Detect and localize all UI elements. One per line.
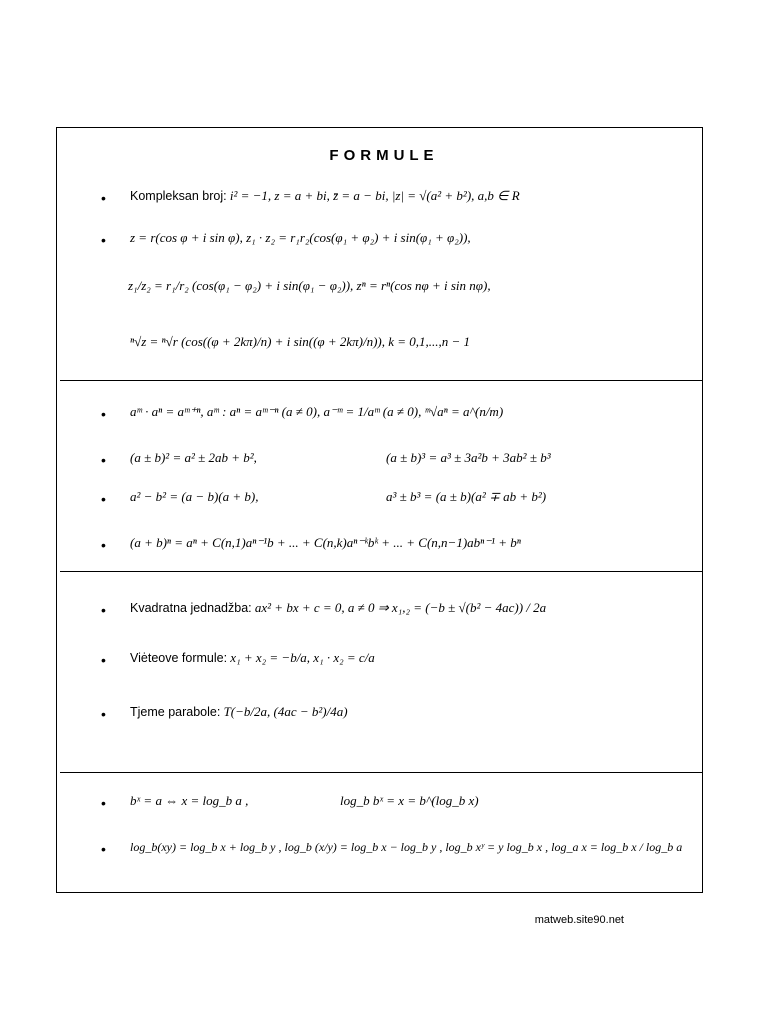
- complex-line-4: ⁿ√z = ⁿ√r (cos((φ + 2kπ)/n) + i sin((φ + 2kπ)/n)), k = 0,1,...,n − 1: [130, 334, 471, 349]
- powers-line-1: aᵐ · aⁿ = aᵐ⁺ⁿ, aᵐ : aⁿ = aᵐ⁻ⁿ (a ≠ 0), a⁻ᵐ = 1/aᵐ (a ≠ 0), ᵐ√aⁿ = a^(n/m): [130, 404, 504, 419]
- powers-line-4: (a + b)ⁿ = aⁿ + C(n,1)aⁿ⁻¹b + ... + C(n,k)aⁿ⁻ᵏbᵏ + ... + C(n,n−1)abⁿ⁻¹ + bⁿ: [130, 535, 521, 550]
- quadratic-label: Kvadratna jednadžba:: [130, 601, 252, 615]
- powers-line-3b: a³ ± b³ = (a ± b)(a² ∓ ab + b²): [386, 489, 547, 504]
- powers-line-2a: (a ± b)² = a² ± 2ab + b²,: [130, 450, 257, 465]
- bullet: •: [101, 537, 106, 553]
- bullet: •: [101, 232, 106, 248]
- logs-line-1b: log_b bˣ = x = b^(log_b x): [340, 793, 479, 808]
- logs-line-2: log_b(xy) = log_b x + log_b y , log_b (x/y) = log_b x − log_b y , log_b xʸ = y log_b x , log_a x = log_b x / log_b a: [130, 840, 683, 854]
- bullet: •: [101, 491, 106, 507]
- viete-label: Viėteove formule:: [130, 651, 228, 665]
- complex-line-3: z₁/z₂ = r₁/r₂ (cos(φ₁ − φ₂) + i sin(φ₁ − φ₂)), zⁿ = rⁿ(cos nφ + i sin nφ),: [128, 278, 491, 293]
- viete-formula: x₁ + x₂ = −b/a, x₁ · x₂ = c/a: [230, 650, 375, 665]
- bullet: •: [101, 452, 106, 468]
- section-divider: [60, 571, 703, 572]
- powers-line-2b: (a ± b)³ = a³ ± 3a²b + 3ab² ± b³: [386, 450, 551, 465]
- vertex-line: [130, 704, 348, 720]
- complex-line-1: [130, 188, 520, 204]
- powers-line-3a: a² − b² = (a − b)(a + b),: [130, 489, 259, 504]
- logs-line-1a: bˣ = a ⇔ x = log_b a ,: [130, 793, 249, 808]
- page-title: FORMULE: [329, 147, 439, 164]
- quadratic-line-1: [130, 600, 546, 616]
- bullet: •: [101, 706, 106, 722]
- footer-url: matweb.site90.net: [534, 914, 624, 926]
- bullet: •: [101, 841, 106, 857]
- vertex-formula: T(−b/2a, (4ac − b²)/4a): [223, 704, 348, 719]
- bullet: •: [101, 602, 106, 618]
- section-divider: [60, 380, 703, 381]
- vertex-label: Tjeme parabole:: [130, 705, 221, 719]
- quadratic-formula: ax² + bx + c = 0, a ≠ 0 ⇒ x₁,₂ = (−b ± √(b² − 4ac)) / 2a: [254, 600, 547, 615]
- complex-line-1-text: i² = −1, z = a + bi, z̄ = a − bi, |z| = √(a² + b²), a,b ∈ R: [229, 188, 520, 203]
- complex-line-2: z = r(cos φ + i sin φ), z₁ · z₂ = r₁r₂(cos(φ₁ + φ₂) + i sin(φ₁ + φ₂)),: [130, 230, 471, 245]
- complex-label: Kompleksan broj:: [130, 189, 227, 203]
- bullet: •: [101, 795, 106, 811]
- bullet: •: [101, 652, 106, 668]
- bullet: •: [101, 406, 106, 422]
- viete-line: [130, 650, 375, 666]
- section-divider: [60, 772, 703, 773]
- bullet: •: [101, 190, 106, 206]
